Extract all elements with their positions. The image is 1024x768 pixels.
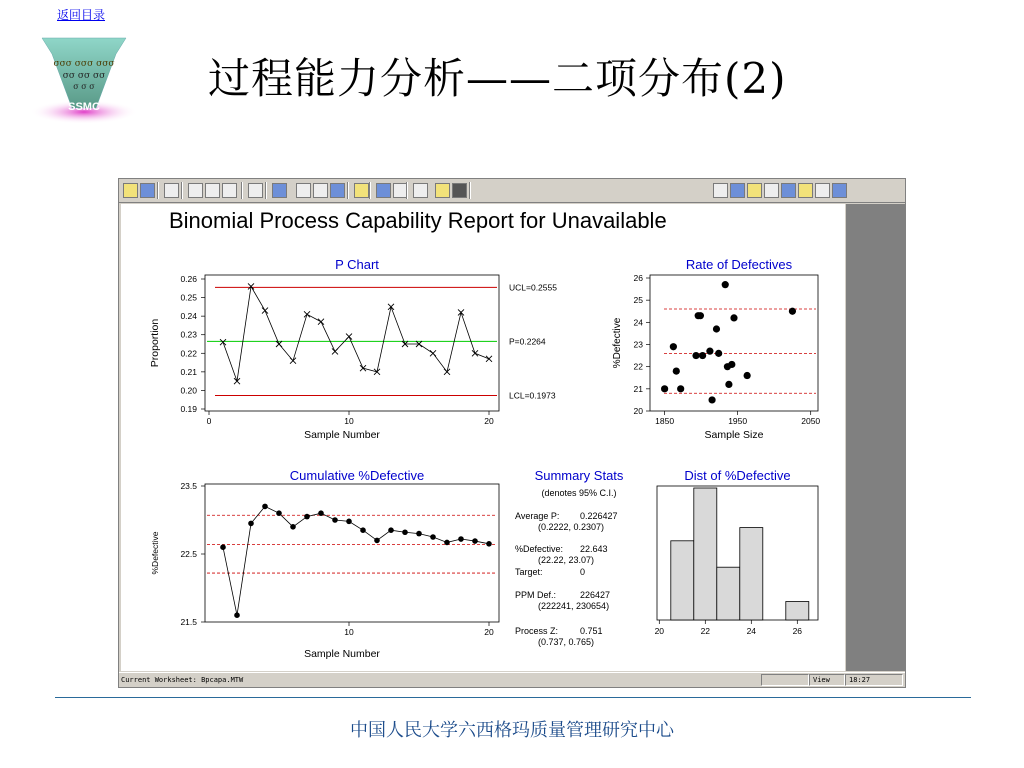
logo-text: SSMC	[68, 101, 100, 113]
rate-chart-point	[670, 343, 677, 350]
rate-chart-point	[673, 368, 680, 375]
p-chart-point	[360, 365, 366, 371]
summary-stat-ci: (0.737, 0.765)	[538, 637, 595, 647]
rate-chart-x-tick-label: 2050	[801, 416, 821, 426]
p-chart-y-tick-label: 0.20	[180, 385, 197, 396]
cumulative-chart-point	[234, 612, 240, 618]
p-chart-point	[290, 358, 296, 364]
worksheet-icon[interactable]	[296, 183, 311, 198]
cumulative-chart-x-tick-label: 10	[344, 627, 354, 637]
summary-stat-label: PPM Def.:	[515, 590, 557, 600]
summary-stat-value: 0.751	[580, 626, 603, 636]
dist-chart-bar	[740, 528, 763, 620]
status-bar	[119, 672, 905, 687]
cumulative-chart-y-label: %Defective	[150, 531, 160, 575]
p-chart-point	[332, 348, 338, 354]
cumulative-chart-series-line	[223, 506, 489, 615]
p-chart-series-line	[223, 286, 489, 381]
logo-sigma-row: σ σ σ	[73, 82, 95, 91]
rate-chart-y-tick-label: 21	[633, 383, 643, 394]
p-chart-point	[220, 339, 226, 345]
cumulative-chart-point	[388, 527, 394, 533]
cancel-icon[interactable]	[413, 183, 428, 198]
save-icon[interactable]	[140, 183, 155, 198]
logo-sigma-row: σσ σσ σσ	[62, 71, 106, 81]
report-title: Binomial Process Capability Report for Unavailable	[169, 208, 667, 233]
rate-chart-title: Rate of Defectives	[685, 257, 793, 272]
toolbar-separator	[181, 182, 183, 199]
cumulative-chart-x-tick-label: 20	[484, 627, 494, 637]
summary-stat-value: 0.226427	[580, 511, 618, 521]
cumulative-chart-point	[318, 510, 324, 516]
p-chart-point	[430, 350, 436, 356]
window-gray-area	[846, 204, 905, 671]
cut-icon[interactable]	[188, 183, 203, 198]
summary-stat-ci: (0.2222, 0.2307)	[538, 522, 605, 532]
p-chart-center-label: P=0.2264	[509, 336, 546, 347]
cumulative-chart-point	[276, 510, 282, 516]
cumulative-chart-point	[416, 531, 422, 537]
history-icon[interactable]	[781, 183, 796, 198]
dist-chart-x-tick-label: 22	[700, 626, 711, 636]
dist-chart-bar	[717, 567, 740, 620]
p-chart-x-tick-label: 0	[206, 416, 212, 426]
rate-chart-y-tick-label: 22	[633, 361, 643, 372]
slide-title: 过程能力分析——二项分布(2)	[208, 54, 787, 103]
rate-chart-point	[706, 348, 713, 355]
grid-icon[interactable]	[832, 183, 847, 198]
layers-icon[interactable]	[747, 183, 762, 198]
cumulative-chart-point	[472, 538, 478, 544]
p-chart-y-tick-label: 0.24	[180, 311, 197, 322]
rate-chart-y-tick-label: 20	[633, 406, 643, 416]
toolbar-separator	[157, 182, 159, 199]
rate-chart-point	[725, 381, 732, 388]
p-chart-point	[472, 350, 478, 356]
rate-chart-y-tick-label: 24	[633, 317, 643, 328]
rate-chart-point	[708, 396, 715, 403]
cumulative-chart-point	[332, 517, 338, 523]
edit-icon[interactable]	[376, 183, 391, 198]
cumulative-chart-x-label: Sample Number	[304, 648, 380, 660]
p-chart-point	[262, 308, 268, 314]
cumulative-chart-y-tick-label: 22.5	[180, 549, 197, 559]
cumulative-chart-point	[486, 541, 492, 547]
dist-chart-bar	[786, 602, 809, 620]
p-chart-point	[304, 311, 310, 317]
rate-chart-y-tick-label: 23	[633, 339, 643, 350]
p-chart-point	[374, 369, 380, 375]
cumulative-chart-point	[304, 514, 310, 520]
p-chart-point	[486, 356, 492, 362]
rate-chart-point	[692, 352, 699, 359]
summary-stat-ci: (22.22, 23.07)	[538, 555, 595, 565]
status-time: 18:27	[845, 674, 903, 686]
info-icon[interactable]	[764, 183, 779, 198]
cumulative-chart-point	[430, 534, 436, 540]
summary-stat-label: %Defective:	[515, 544, 564, 554]
rate-chart-point	[789, 308, 796, 315]
cumulative-chart-point	[402, 529, 408, 535]
graph-window-icon[interactable]	[713, 183, 728, 198]
p-chart-y-tick-label: 0.21	[180, 366, 197, 377]
footer-text: 中国人民大学六西格玛质量管理研究中心	[350, 720, 674, 741]
graph-icon[interactable]	[330, 183, 345, 198]
rate-chart-point	[730, 314, 737, 321]
capability-report	[121, 204, 845, 671]
rate-chart-x-tick-label: 1950	[728, 416, 748, 426]
dist-chart-x-tick-label: 26	[792, 626, 803, 636]
back-to-contents-link[interactable]: 返回目录	[57, 8, 106, 22]
summary-stat-ci: (222241, 230654)	[538, 601, 610, 611]
toolbar-separator	[241, 182, 243, 199]
cumulative-chart-point	[220, 544, 226, 550]
stamp-icon[interactable]	[452, 183, 467, 198]
status-view: View	[809, 674, 845, 686]
cumulative-chart-point	[374, 538, 380, 544]
rate-chart-point	[715, 350, 722, 357]
summary-stat-value: 0	[580, 567, 586, 577]
p-chart-y-tick-label: 0.25	[180, 292, 197, 303]
p-chart-y-tick-label: 0.22	[180, 348, 197, 359]
paste-icon[interactable]	[222, 183, 237, 198]
print-icon[interactable]	[164, 183, 179, 198]
toolbar-separator	[347, 182, 349, 199]
ssmc-logo	[28, 28, 140, 124]
toolbar-separator	[469, 182, 471, 199]
cumulative-chart-point	[444, 540, 450, 546]
p-chart-ucl-label: UCL=0.2555	[509, 282, 557, 293]
summary-stat-value: 22.643	[580, 544, 608, 554]
p-chart-x-tick-label: 20	[484, 416, 494, 426]
rate-chart-point	[661, 385, 668, 392]
graph-area	[121, 204, 845, 671]
summary-stat-label: Average P:	[515, 511, 560, 521]
rate-chart-y-tick-label: 26	[633, 273, 643, 283]
p-chart-point	[346, 334, 352, 340]
cumulative-chart-y-tick-label: 23.5	[180, 481, 197, 491]
stack-icon[interactable]	[730, 183, 745, 198]
summary-stat-label: Target:	[515, 567, 543, 577]
rate-chart-point	[677, 385, 684, 392]
cumulative-chart-point	[346, 519, 352, 525]
cumulative-chart-point	[290, 524, 296, 530]
p-chart-y-tick-label: 0.26	[180, 274, 197, 284]
rate-chart-point	[697, 312, 704, 319]
brush-icon[interactable]	[354, 183, 369, 198]
p-chart-x-tick-label: 10	[344, 416, 354, 426]
toolbar-separator	[406, 182, 408, 199]
related-icon[interactable]	[815, 183, 830, 198]
p-chart-y-label: Proportion	[149, 318, 161, 368]
cumulative-chart-title: Cumulative %Defective	[289, 468, 425, 483]
rate-chart-y-tick-label: 25	[633, 295, 643, 306]
cumulative-chart-point	[248, 521, 254, 527]
cumulative-chart-point	[262, 504, 268, 510]
summary-stat-value: 226427	[580, 590, 611, 600]
rate-chart-x-tick-label: 1850	[655, 416, 675, 426]
project-manager-icon[interactable]	[313, 183, 328, 198]
p-chart-x-label: Sample Number	[304, 429, 380, 441]
p-chart-point	[388, 304, 394, 310]
rate-chart-y-label: %Defective	[612, 317, 623, 369]
open-icon[interactable]	[123, 183, 138, 198]
p-chart-lcl-label: LCL=0.1973	[509, 390, 556, 401]
p-chart-y-tick-label: 0.19	[180, 404, 197, 414]
toolbar	[119, 179, 905, 203]
dist-chart-x-tick-label: 20	[654, 626, 665, 636]
rate-chart-point	[699, 352, 706, 359]
dist-chart-x-tick-label: 24	[746, 626, 757, 636]
cumulative-chart-point	[458, 536, 464, 542]
toolbar-separator	[369, 182, 371, 199]
p-chart-point	[318, 319, 324, 325]
copy-icon[interactable]	[205, 183, 220, 198]
toolbar-separator	[265, 182, 267, 199]
dist-chart-bar	[694, 488, 717, 620]
status-empty-field	[761, 674, 809, 686]
rate-chart-point	[728, 361, 735, 368]
p-chart-title: P Chart	[335, 257, 379, 272]
p-chart-point	[444, 369, 450, 375]
rate-chart-point	[722, 281, 729, 288]
report-icon[interactable]	[798, 183, 813, 198]
rate-chart-point	[713, 325, 720, 332]
summary-stats-subtitle: (denotes 95% C.I.)	[541, 488, 617, 498]
p-chart-point	[458, 309, 464, 315]
rate-chart-frame	[650, 275, 818, 411]
dist-chart-title: Dist of %Defective	[684, 468, 791, 483]
summary-stats-title: Summary Stats	[534, 468, 624, 483]
undo-icon[interactable]	[248, 183, 263, 198]
cumulative-chart-frame	[205, 484, 499, 622]
rate-chart-x-label: Sample Size	[704, 429, 764, 441]
rate-chart-point	[744, 372, 751, 379]
minitab-graph-window	[118, 178, 906, 688]
summary-stat-label: Process Z:	[515, 626, 559, 636]
dist-chart-bar	[671, 541, 694, 620]
session-window-icon[interactable]	[272, 183, 287, 198]
cumulative-chart-point	[360, 527, 366, 533]
status-worksheet: Current Worksheet: Bpcapa.MTW	[121, 676, 244, 684]
footer-rule	[55, 697, 971, 698]
help-icon[interactable]	[435, 183, 450, 198]
p-chart-y-tick-label: 0.23	[180, 329, 197, 340]
logo-sigma-row: σσσ σσσ σσσ	[53, 59, 115, 69]
cumulative-chart-y-tick-label: 21.5	[180, 617, 197, 627]
